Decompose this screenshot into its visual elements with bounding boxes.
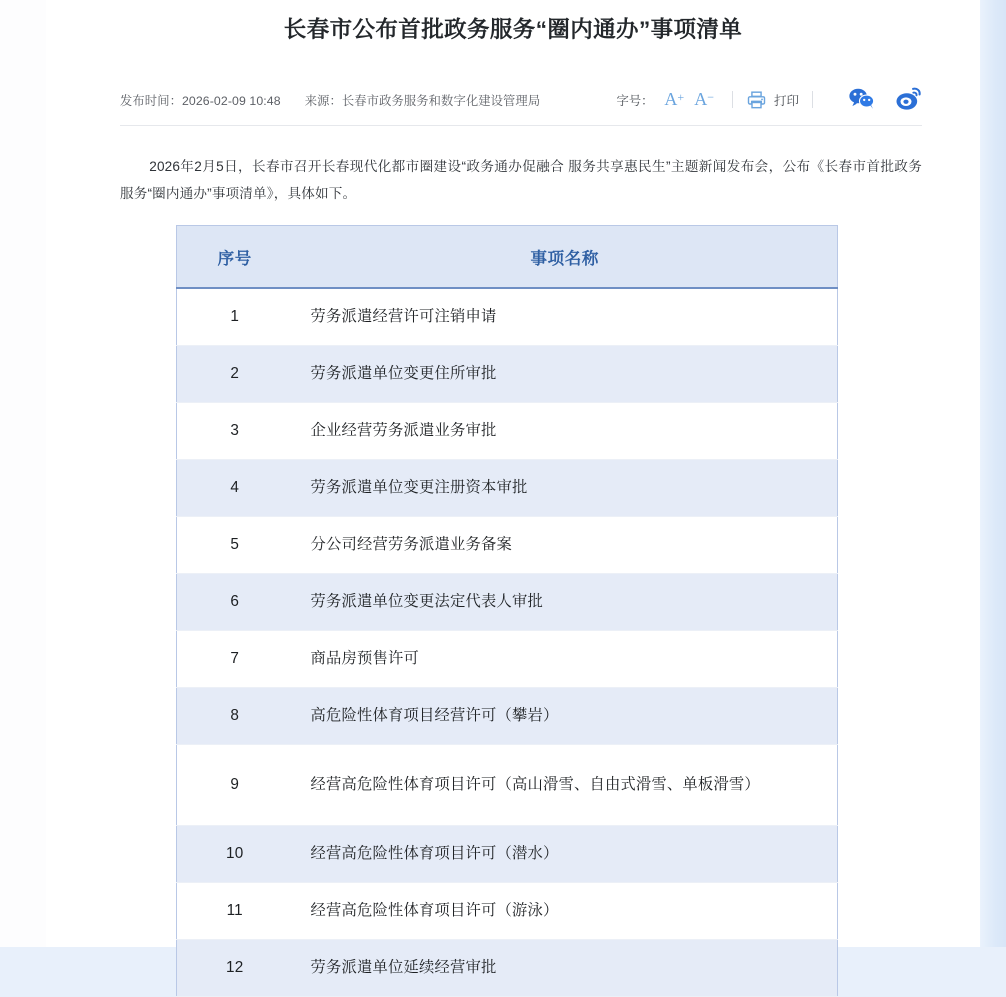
table-row (177, 745, 838, 826)
row-item-name: 劳务派遣单位延续经营审批 (293, 940, 838, 997)
row-number: 4 (177, 460, 293, 517)
weibo-share-button[interactable] (895, 86, 922, 114)
article-paragraph (120, 153, 922, 207)
paragraph-text: 2026年2月5日，长春市召开长春现代化都市圈建设“政务通办促融合 服务共享惠民生”主题新闻发布会，公布《长春市首批政务服务“圈内通办”事项清单》，具体如下。 (120, 158, 922, 201)
column-header-name: 事项名称 (293, 226, 838, 289)
publish-time: 发布时间：2026-02-09 10:48 (120, 93, 281, 108)
row-number: 12 (177, 940, 293, 997)
row-number: 11 (177, 883, 293, 940)
article-source: 来源：长春市政务服务和数字化建设管理局 (304, 93, 541, 108)
row-number: 8 (177, 688, 293, 745)
article-meta-bar (120, 83, 922, 117)
printer-icon (746, 90, 767, 110)
table-row (177, 346, 838, 403)
article-toolbar (617, 86, 922, 114)
table-row (177, 460, 838, 517)
wechat-share-button[interactable] (848, 87, 875, 113)
row-item-name: 商品房预售许可 (293, 631, 838, 688)
wechat-icon (848, 87, 875, 110)
row-item-name: 高危险性体育项目经营许可（攀岩） (293, 688, 838, 745)
page-title: 长春市公布首批政务服务“圈内通办”事项清单 (283, 17, 743, 42)
font-size-decrease-button[interactable] (689, 90, 719, 108)
page-right-gutter (980, 0, 1006, 947)
items-table-body (177, 288, 838, 997)
row-number: 1 (177, 288, 293, 346)
table-row (177, 826, 838, 883)
row-item-name: 劳务派遣单位变更住所审批 (293, 346, 838, 403)
share-icon-group (828, 86, 922, 114)
table-row (177, 631, 838, 688)
font-size-increase-button[interactable] (659, 90, 689, 108)
article-container (46, 0, 980, 976)
table-row (177, 403, 838, 460)
font-size-label: 字号： (616, 93, 654, 108)
items-table-head (177, 226, 838, 289)
row-number: 2 (177, 346, 293, 403)
items-table-wrapper (46, 225, 980, 997)
row-number: 10 (177, 826, 293, 883)
row-number: 7 (177, 631, 293, 688)
column-header-no: 序号 (177, 226, 293, 289)
meta-left-group (120, 91, 540, 109)
row-item-name: 经营高危险性体育项目许可（高山滑雪、自由式滑雪、单板滑雪） (293, 745, 838, 826)
row-number: 6 (177, 574, 293, 631)
print-button[interactable] (746, 90, 799, 110)
table-row (177, 688, 838, 745)
table-row (177, 288, 838, 346)
table-header-row (177, 226, 838, 289)
row-item-name: 分公司经营劳务派遣业务备案 (293, 517, 838, 574)
font-size-decrease-sign: − (707, 89, 714, 104)
row-number: 9 (177, 745, 293, 826)
toolbar-divider-2 (812, 91, 813, 108)
font-size-increase-letter: A (664, 88, 678, 109)
font-size-decrease-letter: A (694, 88, 708, 109)
row-number: 3 (177, 403, 293, 460)
items-table (176, 225, 838, 997)
table-row (177, 517, 838, 574)
row-item-name: 劳务派遣经营许可注销申请 (293, 288, 838, 346)
table-row (177, 574, 838, 631)
row-item-name: 劳务派遣单位变更法定代表人审批 (293, 574, 838, 631)
row-item-name: 企业经营劳务派遣业务审批 (293, 403, 838, 460)
row-item-name: 经营高危险性体育项目许可（潜水） (293, 826, 838, 883)
row-item-name: 劳务派遣单位变更注册资本审批 (293, 460, 838, 517)
table-row (177, 883, 838, 940)
row-number: 5 (177, 517, 293, 574)
toolbar-divider-1 (732, 91, 733, 108)
meta-divider (120, 125, 922, 126)
print-label: 打印 (773, 93, 799, 108)
row-item-name: 经营高危险性体育项目许可（游泳） (293, 883, 838, 940)
font-size-increase-sign: + (677, 89, 685, 104)
table-row (177, 940, 838, 997)
weibo-icon (895, 86, 922, 111)
